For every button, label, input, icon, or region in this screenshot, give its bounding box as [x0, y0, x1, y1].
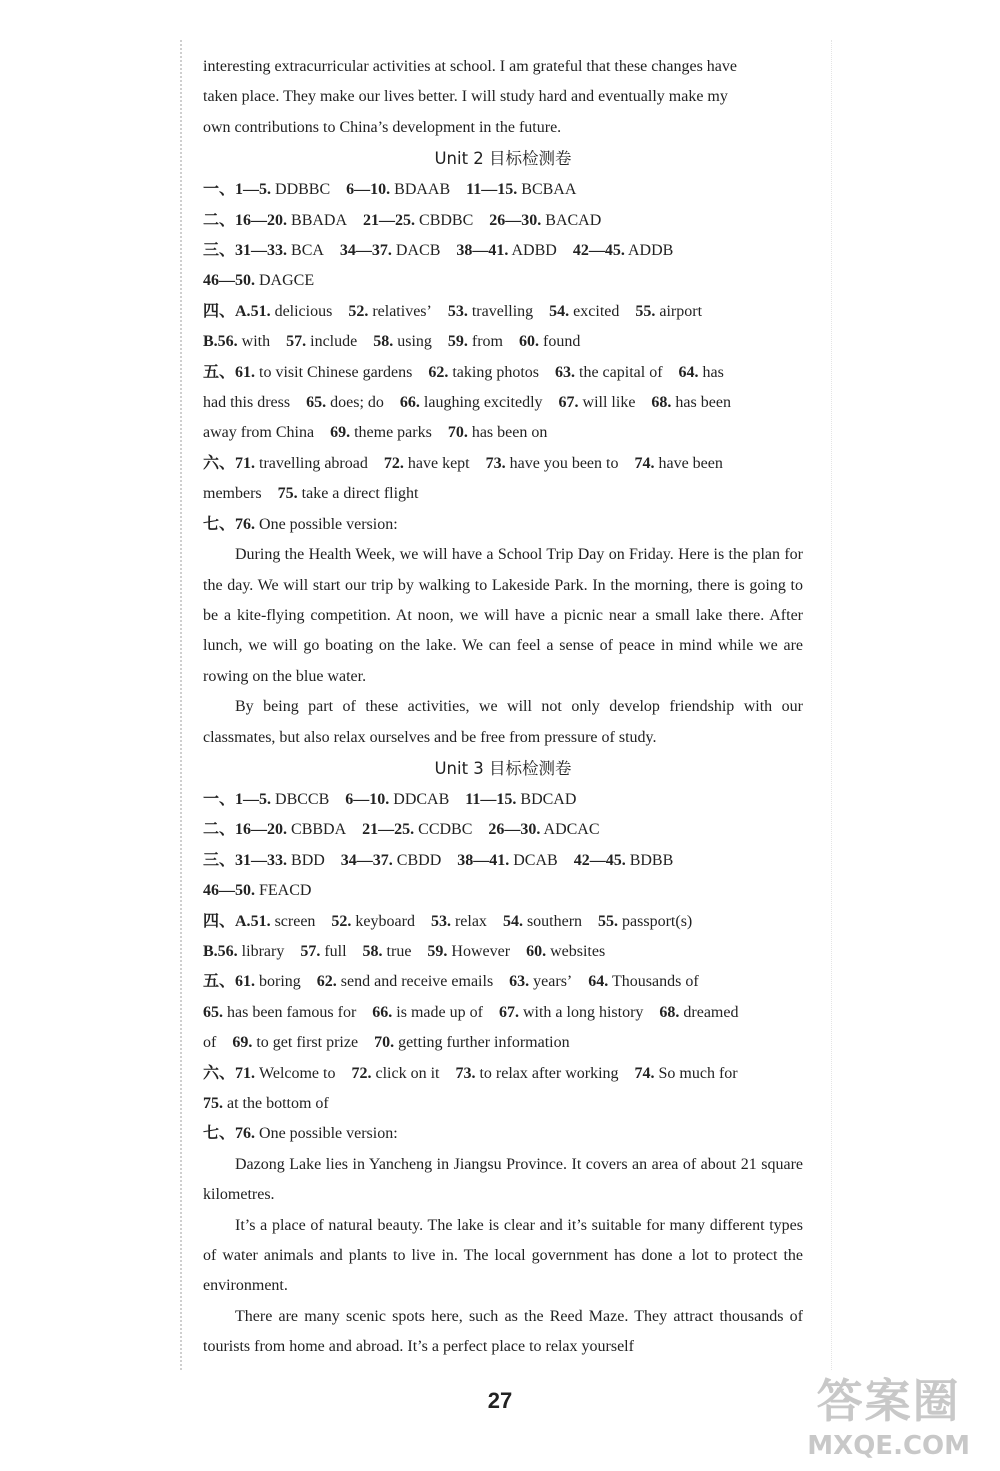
question-number: 52.: [331, 912, 352, 930]
answer-line: [203, 815, 803, 845]
binding-margin-line: [180, 40, 182, 1370]
question-number: 60.: [526, 942, 547, 960]
answer-value: relatives’: [372, 302, 432, 320]
answer-value: click on it: [375, 1064, 440, 1082]
answer-value: send and receive emails: [340, 973, 494, 991]
section-label: 二、: [203, 211, 236, 229]
question-number: 11—15.: [465, 790, 517, 808]
section-label: 五、: [203, 973, 236, 991]
answer-value: excited: [573, 302, 620, 320]
answer-value: Thousands of: [611, 973, 699, 991]
answer-value: getting further information: [398, 1034, 570, 1052]
page-number: 27: [487, 1388, 513, 1413]
question-number: 56.: [217, 333, 238, 351]
question-number: 66.: [372, 1003, 393, 1021]
question-number: 67.: [558, 394, 579, 412]
answer-value: boring: [259, 973, 301, 991]
question-number: 52.: [348, 302, 369, 320]
question-number: 58.: [362, 942, 383, 960]
answer-line: [203, 418, 803, 448]
answer-value: library: [241, 942, 285, 960]
question-number: 54.: [549, 302, 570, 320]
answer-value: relax: [454, 912, 487, 930]
answer-value: BACAD: [545, 211, 602, 229]
question-number: 71.: [235, 454, 256, 472]
answer-value: southern: [526, 912, 583, 930]
watermark-logo: 答案圈: [816, 1374, 961, 1428]
answer-value: have you been to: [509, 454, 619, 472]
question-number: 53.: [447, 302, 468, 320]
question-number: 64.: [678, 363, 699, 381]
answer-value: DACB: [395, 242, 441, 260]
answer-value: will like: [582, 394, 636, 412]
answer-line: [203, 236, 803, 266]
question-number: 61.: [235, 363, 256, 381]
answer-value: theme parks: [354, 424, 432, 442]
question-number: 38—41.: [456, 242, 509, 260]
answer-value: CBDBC: [419, 211, 474, 229]
question-number: 74.: [634, 1064, 655, 1082]
section-label: 一、: [203, 181, 236, 199]
question-number: 1—5.: [235, 790, 272, 808]
question-number: 69.: [232, 1034, 253, 1052]
answer-column: [203, 52, 803, 1363]
answer-value: DCAB: [513, 851, 558, 869]
question-number: 46—50.: [203, 272, 255, 290]
question-number: 56.: [217, 942, 238, 960]
question-number: 75.: [277, 485, 298, 503]
question-number: 76.: [235, 1125, 256, 1143]
section-label: 六、: [203, 1064, 236, 1082]
answer-value: BDD: [291, 851, 325, 869]
answer-line: [203, 876, 803, 906]
question-number: 6—10.: [345, 790, 390, 808]
answer-value: to get first prize: [256, 1034, 359, 1052]
unit3-essay-paragraph: It’s a place of natural beauty. The lake is clear and it’s suitable for many different types of water animals and plants to live in. The local government has done a lot to protect the environment.: [203, 1216, 803, 1295]
question-number: 58.: [373, 333, 394, 351]
answer-line: [203, 846, 803, 876]
answer-value: found: [543, 333, 581, 351]
answer-value: true: [386, 942, 412, 960]
section-label: B.: [203, 333, 218, 351]
answer-value: the capital of: [579, 363, 663, 381]
section-label: 四、A.: [203, 912, 251, 930]
answer-value: does; do: [330, 394, 384, 412]
question-number: 63.: [555, 363, 575, 381]
question-number: 26—30.: [489, 211, 542, 229]
answer-value: DDCAB: [393, 790, 450, 808]
question-number: 16—20.: [235, 211, 288, 229]
question-number: 38—41.: [457, 851, 510, 869]
unit2-heading: Unit 2 目标检测卷: [434, 149, 572, 169]
answer-value: CBDD: [396, 851, 442, 869]
question-number: 72.: [351, 1064, 372, 1082]
question-number: 57.: [286, 333, 307, 351]
answer-value: away from China: [203, 424, 315, 442]
answer-value: DBCCB: [275, 790, 330, 808]
section-label: 五、: [203, 363, 236, 381]
answer-value: However: [451, 942, 511, 960]
question-number: 42—45.: [573, 851, 626, 869]
question-number: 60.: [519, 333, 539, 351]
question-number: 31—33.: [235, 242, 288, 260]
question-number: 66.: [399, 394, 420, 412]
question-number: 62.: [428, 363, 449, 381]
question-number: 26—30.: [488, 821, 541, 839]
question-number: 16—20.: [235, 821, 288, 839]
answer-line: [203, 266, 803, 296]
answer-value: years’: [533, 973, 573, 991]
answer-value: BBADA: [291, 211, 348, 229]
question-number: 65.: [203, 1003, 223, 1021]
answer-value: passport(s): [622, 912, 693, 930]
answer-value: One possible version:: [259, 1125, 398, 1143]
answer-value: with a long history: [522, 1003, 644, 1021]
answer-value: FEACD: [259, 882, 312, 900]
question-number: 51.: [250, 302, 271, 320]
question-number: 1—5.: [235, 181, 272, 199]
answer-value: to relax after working: [479, 1064, 619, 1082]
answer-line: [203, 1089, 803, 1119]
question-number: 71.: [235, 1064, 256, 1082]
answer-value: has been famous for: [227, 1003, 357, 1021]
intro-line: taken place. They make our lives better. I will study hard and eventually make my: [203, 88, 728, 106]
question-number: 34—37.: [339, 242, 392, 260]
answer-value: ADDB: [627, 242, 674, 260]
question-number: 6—10.: [346, 181, 391, 199]
section-label: 二、: [203, 821, 236, 839]
unit3-heading: Unit 3 目标检测卷: [434, 758, 572, 778]
answer-value: BDAAB: [394, 181, 451, 199]
answer-value: to visit Chinese gardens: [259, 363, 413, 381]
answer-value: full: [324, 942, 347, 960]
answer-value: members: [203, 485, 262, 503]
question-number: 69.: [330, 424, 351, 442]
section-label: 七、: [203, 1125, 236, 1143]
answer-value: include: [310, 333, 358, 351]
answer-value: have been: [658, 454, 723, 472]
answer-line: [203, 388, 803, 418]
answer-line: [203, 206, 803, 236]
answer-value: using: [397, 333, 432, 351]
answer-line: [203, 1119, 803, 1149]
answer-value: has been on: [471, 424, 548, 442]
answer-value: delicious: [274, 302, 333, 320]
answer-line: [203, 510, 803, 540]
answer-value: from: [471, 333, 503, 351]
answer-value: dreamed: [683, 1003, 739, 1021]
section-label: 四、A.: [203, 302, 251, 320]
section-label: 七、: [203, 515, 236, 533]
answer-value: taking photos: [452, 363, 539, 381]
answer-value: of: [203, 1034, 217, 1052]
question-number: 67.: [498, 1003, 519, 1021]
answer-value: laughing excitedly: [423, 394, 543, 412]
answer-value: have kept: [407, 454, 470, 472]
answer-value: CCDBC: [418, 821, 473, 839]
answer-value: travelling abroad: [259, 454, 368, 472]
question-number: 73.: [485, 454, 506, 472]
question-number: 76.: [235, 515, 256, 533]
intro-text: [203, 52, 803, 143]
question-number: 21—25.: [363, 211, 416, 229]
question-number: 11—15.: [466, 181, 518, 199]
question-number: 64.: [588, 973, 609, 991]
answer-line: [203, 175, 803, 205]
question-number: 59.: [447, 333, 468, 351]
question-number: 34—37.: [340, 851, 393, 869]
question-number: 72.: [383, 454, 404, 472]
answer-value: has been: [675, 394, 731, 412]
answer-value: ADCAC: [543, 821, 600, 839]
answer-value: at the bottom of: [227, 1095, 329, 1112]
question-number: 61.: [235, 973, 256, 991]
answer-value: had this dress: [203, 394, 291, 412]
unit2-essay-paragraph: By being part of these activities, we will not only develop friendship with our classmates, but also relax ourselves and be free from pressure of study.: [203, 698, 803, 746]
question-number: 51.: [250, 912, 271, 930]
question-number: 55.: [635, 302, 656, 320]
answer-value: Welcome to: [259, 1064, 336, 1082]
question-number: 70.: [374, 1034, 395, 1052]
answer-value: screen: [274, 912, 316, 930]
answer-line: [203, 967, 803, 997]
question-number: 74.: [634, 454, 655, 472]
section-label: 一、: [203, 790, 236, 808]
answer-line: [203, 1028, 803, 1058]
question-number: 54.: [502, 912, 523, 930]
answer-line: [203, 358, 803, 388]
answer-value: travelling: [471, 302, 534, 320]
answer-line: [203, 449, 803, 479]
answer-value: websites: [550, 942, 606, 960]
answer-value: DAGCE: [259, 272, 315, 290]
section-label: 六、: [203, 454, 236, 472]
answer-line: [203, 297, 803, 327]
answer-line: [203, 937, 803, 967]
watermark: [807, 1365, 970, 1461]
answer-value: keyboard: [355, 912, 415, 930]
answer-value: BDBB: [629, 851, 674, 869]
intro-line: own contributions to China’s development in the future.: [203, 118, 562, 136]
question-number: 65.: [306, 394, 327, 412]
question-number: 57.: [300, 942, 321, 960]
answer-value: BDCAD: [520, 790, 577, 808]
answer-line: [203, 479, 803, 509]
answer-line: [203, 907, 803, 937]
answer-line: [203, 785, 803, 815]
answer-line: [203, 1059, 803, 1089]
section-label: 三、: [203, 242, 236, 260]
right-margin-line: [831, 40, 832, 1370]
intro-line: interesting extracurricular activities at school. I am grateful that these changes have: [203, 58, 737, 75]
watermark-url: MXQE.COM: [807, 1431, 970, 1461]
question-number: 68.: [659, 1003, 680, 1021]
answer-value: with: [241, 333, 271, 351]
section-label: 三、: [203, 851, 236, 869]
answer-line: [203, 327, 803, 357]
answer-line: [203, 998, 803, 1028]
unit2-essay-paragraph: During the Health Week, we will have a School Trip Day on Friday. Here is the plan for the day. We will start our trip by walking to Lakeside Park. In the morning, there is going to be a kite-flying competition. At noon, we will have a picnic near a small lake there. After lunch, we will go boating on the lake. We can feel a sense of peace in mind while we are rowing on the blue water.: [203, 546, 803, 685]
answer-value: BCA: [291, 242, 324, 260]
question-number: 31—33.: [235, 851, 288, 869]
question-number: 21—25.: [362, 821, 415, 839]
question-number: 46—50.: [203, 882, 255, 900]
answer-value: So much for: [658, 1064, 738, 1082]
section-label: B.: [203, 942, 218, 960]
question-number: 53.: [430, 912, 451, 930]
answer-value: CBBDA: [291, 821, 347, 839]
question-number: 63.: [509, 973, 530, 991]
answer-value: DDBBC: [275, 181, 331, 199]
answer-value: has: [702, 363, 724, 381]
question-number: 59.: [427, 942, 448, 960]
answer-value: airport: [659, 302, 703, 320]
question-number: 42—45.: [572, 242, 625, 260]
answer-value: One possible version:: [259, 515, 398, 533]
question-number: 62.: [316, 973, 337, 991]
answer-value: ADBD: [511, 242, 557, 260]
question-number: 68.: [651, 394, 672, 412]
question-number: 70.: [447, 424, 468, 442]
unit3-essay-paragraph: Dazong Lake lies in Yancheng in Jiangsu Province. It covers an area of about 21 square kilometres.: [203, 1155, 803, 1204]
answer-value: is made up of: [396, 1003, 483, 1021]
question-number: 75.: [203, 1095, 223, 1112]
answer-value: take a direct flight: [301, 485, 419, 503]
answer-value: BCBAA: [521, 181, 577, 199]
unit3-essay-paragraph: There are many scenic spots here, such as the Reed Maze. They attract thousands of tourists from home and abroad. It’s a perfect place to relax yourself: [203, 1307, 803, 1356]
question-number: 73.: [455, 1064, 476, 1082]
question-number: 55.: [598, 912, 619, 930]
